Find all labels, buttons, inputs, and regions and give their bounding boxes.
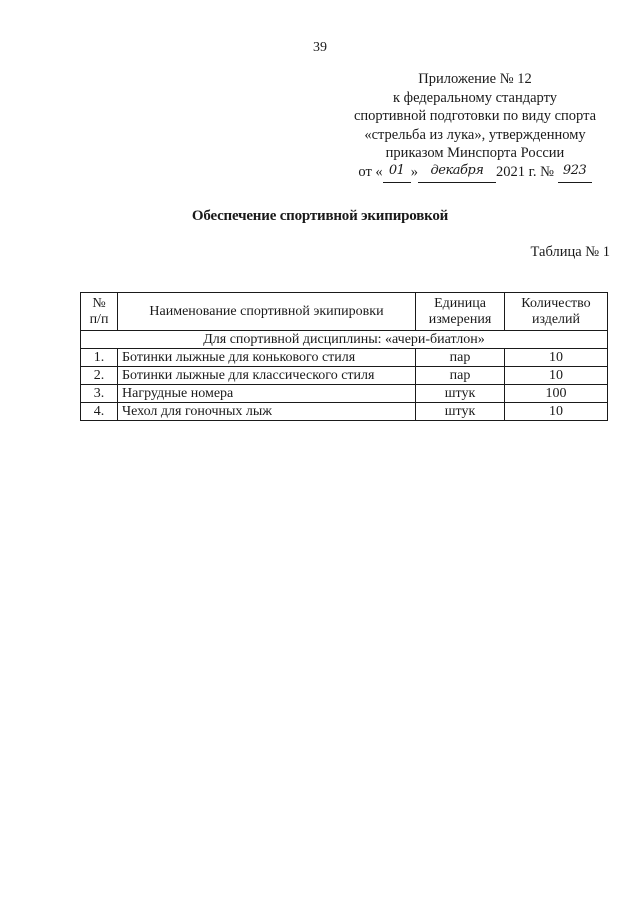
handwritten-month: декабря xyxy=(430,162,484,178)
header-num: № п/п xyxy=(81,293,118,331)
table-row xyxy=(81,385,608,403)
row-qty: 100 xyxy=(505,385,608,403)
appendix-line-2: к федеральному стандарту xyxy=(393,89,557,106)
order-number-field xyxy=(558,163,592,184)
row-qty: 10 xyxy=(505,349,608,367)
table-row xyxy=(81,367,608,385)
row-qty: 10 xyxy=(505,367,608,385)
header-unit: Единица измерения xyxy=(416,293,505,331)
month-field xyxy=(418,163,496,184)
section-label: Для спортивной дисциплины: «ачери-биатлон» xyxy=(81,331,608,349)
equipment-table xyxy=(80,292,608,421)
table-row xyxy=(81,349,608,367)
row-name: Ботинки лыжные для классического стиля xyxy=(118,367,416,385)
date-year: 2021 г. № xyxy=(495,163,554,180)
appendix-line-1: Приложение № 12 xyxy=(418,71,532,87)
appendix-block xyxy=(330,70,620,183)
row-unit: пар xyxy=(416,349,505,367)
row-num: 4. xyxy=(81,403,118,421)
handwritten-order-number: 923 xyxy=(562,162,587,178)
row-name: Нагрудные номера xyxy=(118,385,416,403)
row-name: Чехол для гоночных лыж xyxy=(118,403,416,421)
header-qty: Количество изделий xyxy=(505,293,608,331)
handwritten-day: 01 xyxy=(388,162,405,178)
page-number: 39 xyxy=(313,40,327,55)
table-caption: Таблица № 1 xyxy=(530,244,610,260)
row-qty: 10 xyxy=(505,403,608,421)
date-prefix: от « xyxy=(358,163,383,180)
row-unit: штук xyxy=(416,385,505,403)
row-name: Ботинки лыжные для конькового стиля xyxy=(118,349,416,367)
order-date-line xyxy=(330,163,620,184)
table-header-row xyxy=(81,293,608,331)
appendix-line-4: «стрельба из лука», утвержденному xyxy=(364,126,586,143)
row-num: 2. xyxy=(81,367,118,385)
appendix-line-5: приказом Минспорта России xyxy=(385,145,565,161)
row-unit: штук xyxy=(416,403,505,421)
day-field xyxy=(383,163,411,184)
header-name: Наименование спортивной экипировки xyxy=(118,293,416,331)
appendix-line-3: спортивной подготовки по виду спорта xyxy=(353,108,597,124)
row-num: 1. xyxy=(81,349,118,367)
date-mid: » xyxy=(410,163,418,180)
row-num: 3. xyxy=(81,385,118,403)
table-row xyxy=(81,403,608,421)
section-row xyxy=(81,331,608,349)
document-title: Обеспечение спортивной экипировкой xyxy=(191,208,449,224)
row-unit: пар xyxy=(416,367,505,385)
